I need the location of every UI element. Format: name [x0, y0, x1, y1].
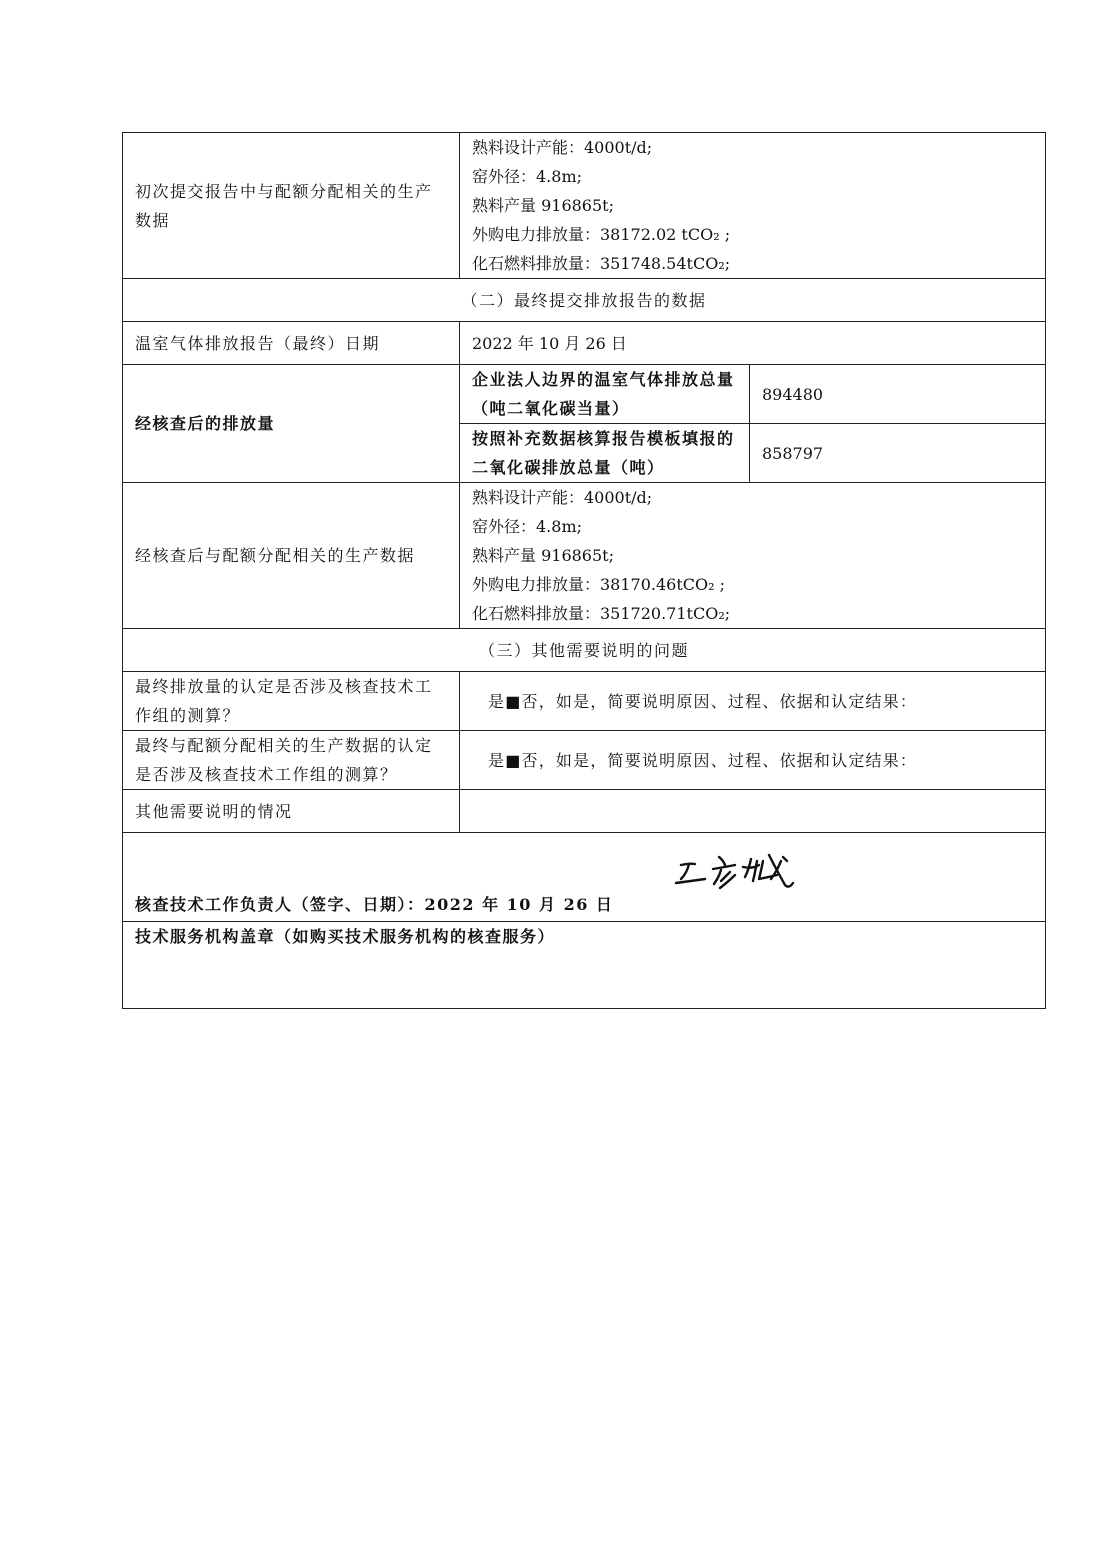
question-1-label: 最终排放量的认定是否涉及核查技术工作组的测算？ [123, 672, 460, 731]
question-row-2 [123, 731, 1046, 790]
verified-line-fuel: 化石燃料排放量：351720.71tCO₂; [472, 604, 731, 623]
verified-line-electricity: 外购电力排放量：38170.46tCO₂ ; [472, 575, 726, 594]
verified-production-values [460, 483, 1046, 629]
verified-production-label: 经核查后与配额分配相关的生产数据 [123, 483, 460, 629]
responsible-row [123, 833, 1046, 922]
verified-emissions-label: 经核查后的排放量 [123, 365, 460, 483]
initial-production-values [460, 133, 1046, 279]
section3-header-row [123, 629, 1046, 672]
verified-line-output: 熟料产量 916865t; [472, 546, 614, 565]
question-row-1 [123, 672, 1046, 731]
section2-header-row [123, 279, 1046, 322]
initial-line-output: 熟料产量 916865t; [472, 196, 614, 215]
initial-line-kiln: 窑外径：4.8m; [472, 167, 583, 186]
initial-line-capacity: 熟料设计产能：4000t/d; [472, 138, 653, 157]
other-notes-value [460, 790, 1046, 833]
verification-table [122, 132, 1046, 1009]
co2-total-value: 858797 [750, 424, 1046, 483]
question-2-answer: 是■否，如是，简要说明原因、过程、依据和认定结果： [460, 731, 1046, 790]
responsible-cell [123, 833, 1046, 922]
question-1-answer: 是■否，如是，简要说明原因、过程、依据和认定结果： [460, 672, 1046, 731]
other-notes-label: 其他需要说明的情况 [123, 790, 460, 833]
initial-line-fuel: 化石燃料排放量：351748.54tCO₂; [472, 254, 731, 273]
final-date-row [123, 322, 1046, 365]
verified-line-capacity: 熟料设计产能：4000t/d; [472, 488, 653, 507]
verified-line-kiln: 窑外径：4.8m; [472, 517, 583, 536]
emissions-total-value: 894480 [750, 365, 1046, 424]
stamp-row [123, 922, 1046, 1009]
question-2-label: 最终与配额分配相关的生产数据的认定是否涉及核查技术工作组的测算？ [123, 731, 460, 790]
initial-line-electricity: 外购电力排放量：38172.02 tCO₂ ; [472, 225, 731, 244]
stamp-text: 技术服务机构盖章（如购买技术服务机构的核查服务） [123, 922, 1046, 1009]
other-notes-row [123, 790, 1046, 833]
final-date-value: 2022 年 10 月 26 日 [460, 322, 1046, 365]
section2-title: （二）最终提交排放报告的数据 [123, 279, 1046, 322]
final-date-label: 温室气体排放报告（最终）日期 [123, 322, 460, 365]
responsible-text: 核查技术工作负责人（签字、日期）：2022 年 10 月 26 日 [135, 895, 614, 914]
initial-production-label: 初次提交报告中与配额分配相关的生产数据 [123, 133, 460, 279]
initial-production-row [123, 133, 1046, 279]
handwritten-signature [673, 847, 798, 893]
verified-production-row [123, 483, 1046, 629]
co2-total-label: 按照补充数据核算报告模板填报的二氧化碳排放总量（吨） [460, 424, 750, 483]
emissions-total-label: 企业法人边界的温室气体排放总量（吨二氧化碳当量） [460, 365, 750, 424]
section3-title: （三）其他需要说明的问题 [123, 629, 1046, 672]
verified-emissions-row-1 [123, 365, 1046, 424]
